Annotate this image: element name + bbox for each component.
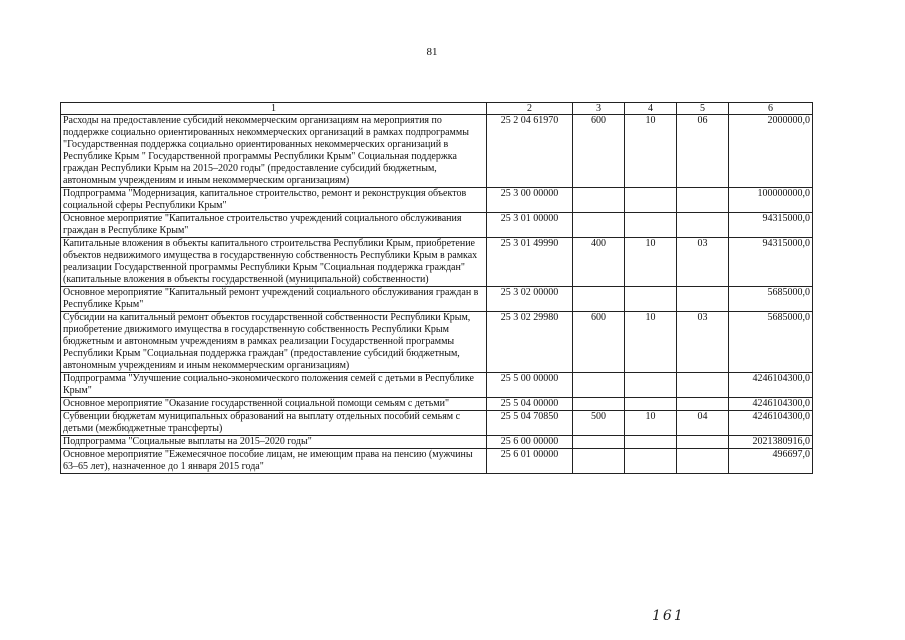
table-row bbox=[61, 287, 813, 312]
table-row bbox=[61, 238, 813, 287]
row-code: 25 3 01 49990 bbox=[487, 238, 573, 287]
row-subsection bbox=[677, 398, 729, 411]
row-code: 25 2 04 61970 bbox=[487, 115, 573, 188]
table-header-row bbox=[61, 103, 813, 115]
row-subsection bbox=[677, 373, 729, 398]
row-subsection: 06 bbox=[677, 115, 729, 188]
row-expense-type: 600 bbox=[573, 115, 625, 188]
row-section bbox=[625, 287, 677, 312]
row-section bbox=[625, 213, 677, 238]
row-code: 25 6 00 00000 bbox=[487, 436, 573, 449]
row-expense-type bbox=[573, 213, 625, 238]
row-section bbox=[625, 188, 677, 213]
row-expense-type bbox=[573, 287, 625, 312]
row-subsection bbox=[677, 449, 729, 474]
column-header-2: 2 bbox=[487, 103, 573, 115]
row-code: 25 5 00 00000 bbox=[487, 373, 573, 398]
table-row bbox=[61, 373, 813, 398]
row-amount: 4246104300,0 bbox=[729, 411, 813, 436]
table-row bbox=[61, 188, 813, 213]
row-amount: 2000000,0 bbox=[729, 115, 813, 188]
row-name: Основное мероприятие "Оказание государственной социальной помощи семьям с детьми" bbox=[61, 398, 487, 411]
table-row bbox=[61, 213, 813, 238]
column-header-4: 4 bbox=[625, 103, 677, 115]
row-section: 10 bbox=[625, 312, 677, 373]
row-name: Капитальные вложения в объекты капитального строительства Республики Крым, приобретение объектов недвижимого имущества в государственную собственность Республики Крым в рамках реализации Государственной программы Республики Крым "Социальная поддержка граждан" (капитальные вложения в объекты государственной (муниципальной) собственности) bbox=[61, 238, 487, 287]
table-row bbox=[61, 312, 813, 373]
row-code: 25 3 00 00000 bbox=[487, 188, 573, 213]
column-header-6: 6 bbox=[729, 103, 813, 115]
table-row bbox=[61, 449, 813, 474]
table-row bbox=[61, 411, 813, 436]
row-code: 25 6 01 00000 bbox=[487, 449, 573, 474]
table-row bbox=[61, 436, 813, 449]
row-name: Основное мероприятие "Капитальный ремонт учреждений социального обслуживания граждан в Республике Крым" bbox=[61, 287, 487, 312]
row-subsection bbox=[677, 213, 729, 238]
row-amount: 4246104300,0 bbox=[729, 373, 813, 398]
row-name: Основное мероприятие "Ежемесячное пособие лицам, не имеющим права на пенсию (мужчины 63–65 лет), назначенное до 1 января 2015 года" bbox=[61, 449, 487, 474]
row-code: 25 3 01 00000 bbox=[487, 213, 573, 238]
row-name: Субсидии на капитальный ремонт объектов государственной собственности Республики Крым, приобретение движимого имущества в государственную собственность Республики Крым бюджетным и автономным учреждениям в рамках реализации Государственной программы Республики Крым "Социальная поддержка граждан" (предоставление субсидий бюджетным, автономным учреждениям и иным некоммерческим организациям) bbox=[61, 312, 487, 373]
row-section bbox=[625, 373, 677, 398]
row-name: Подпрограмма "Социальные выплаты на 2015–2020 годы" bbox=[61, 436, 487, 449]
row-section bbox=[625, 436, 677, 449]
row-section: 10 bbox=[625, 238, 677, 287]
row-subsection: 04 bbox=[677, 411, 729, 436]
row-expense-type bbox=[573, 398, 625, 411]
row-expense-type bbox=[573, 188, 625, 213]
row-section: 10 bbox=[625, 115, 677, 188]
row-expense-type: 500 bbox=[573, 411, 625, 436]
row-amount: 4246104300,0 bbox=[729, 398, 813, 411]
row-expense-type bbox=[573, 449, 625, 474]
table-row bbox=[61, 115, 813, 188]
row-subsection: 03 bbox=[677, 312, 729, 373]
row-code: 25 5 04 00000 bbox=[487, 398, 573, 411]
row-section bbox=[625, 449, 677, 474]
row-expense-type: 400 bbox=[573, 238, 625, 287]
row-code: 25 5 04 70850 bbox=[487, 411, 573, 436]
row-subsection bbox=[677, 188, 729, 213]
handwritten-page-mark: 161 bbox=[652, 608, 685, 624]
row-name: Подпрограмма "Модернизация, капитальное строительство, ремонт и реконструкция объектов социальной сферы Республики Крым" bbox=[61, 188, 487, 213]
row-name: Основное мероприятие "Капитальное строительство учреждений социального обслуживания граждан в Республике Крым" bbox=[61, 213, 487, 238]
row-section: 10 bbox=[625, 411, 677, 436]
row-subsection bbox=[677, 436, 729, 449]
row-subsection bbox=[677, 287, 729, 312]
row-expense-type bbox=[573, 436, 625, 449]
row-amount: 100000000,0 bbox=[729, 188, 813, 213]
row-amount: 2021380916,0 bbox=[729, 436, 813, 449]
row-name: Подпрограмма "Улучшение социально-экономического положения семей с детьми в Республике Крым" bbox=[61, 373, 487, 398]
row-subsection: 03 bbox=[677, 238, 729, 287]
page-number: 81 bbox=[426, 46, 438, 58]
row-amount: 5685000,0 bbox=[729, 312, 813, 373]
row-expense-type bbox=[573, 373, 625, 398]
budget-table bbox=[60, 102, 813, 474]
row-amount: 94315000,0 bbox=[729, 238, 813, 287]
row-code: 25 3 02 29980 bbox=[487, 312, 573, 373]
row-amount: 94315000,0 bbox=[729, 213, 813, 238]
row-name: Расходы на предоставление субсидий некоммерческим организациям на мероприятия по поддержке социально ориентированных некоммерческих организаций в рамках подпрограммы "Государственная поддержка социально ориентированных некоммерческих организаций в Республике Крым " Государственной программы Республики Крым" Социальная поддержка граждан Республики Крым на 2015–2020 годы" (предоставление субсидий бюджетным, автономным учреждениям и иным некоммерческим организациям) bbox=[61, 115, 487, 188]
row-amount: 496697,0 bbox=[729, 449, 813, 474]
column-header-1: 1 bbox=[61, 103, 487, 115]
row-name: Субвенции бюджетам муниципальных образований на выплату отдельных пособий семьям с детьми (межбюджетные трансферты) bbox=[61, 411, 487, 436]
column-header-3: 3 bbox=[573, 103, 625, 115]
row-amount: 5685000,0 bbox=[729, 287, 813, 312]
row-code: 25 3 02 00000 bbox=[487, 287, 573, 312]
row-section bbox=[625, 398, 677, 411]
column-header-5: 5 bbox=[677, 103, 729, 115]
table-row bbox=[61, 398, 813, 411]
row-expense-type: 600 bbox=[573, 312, 625, 373]
